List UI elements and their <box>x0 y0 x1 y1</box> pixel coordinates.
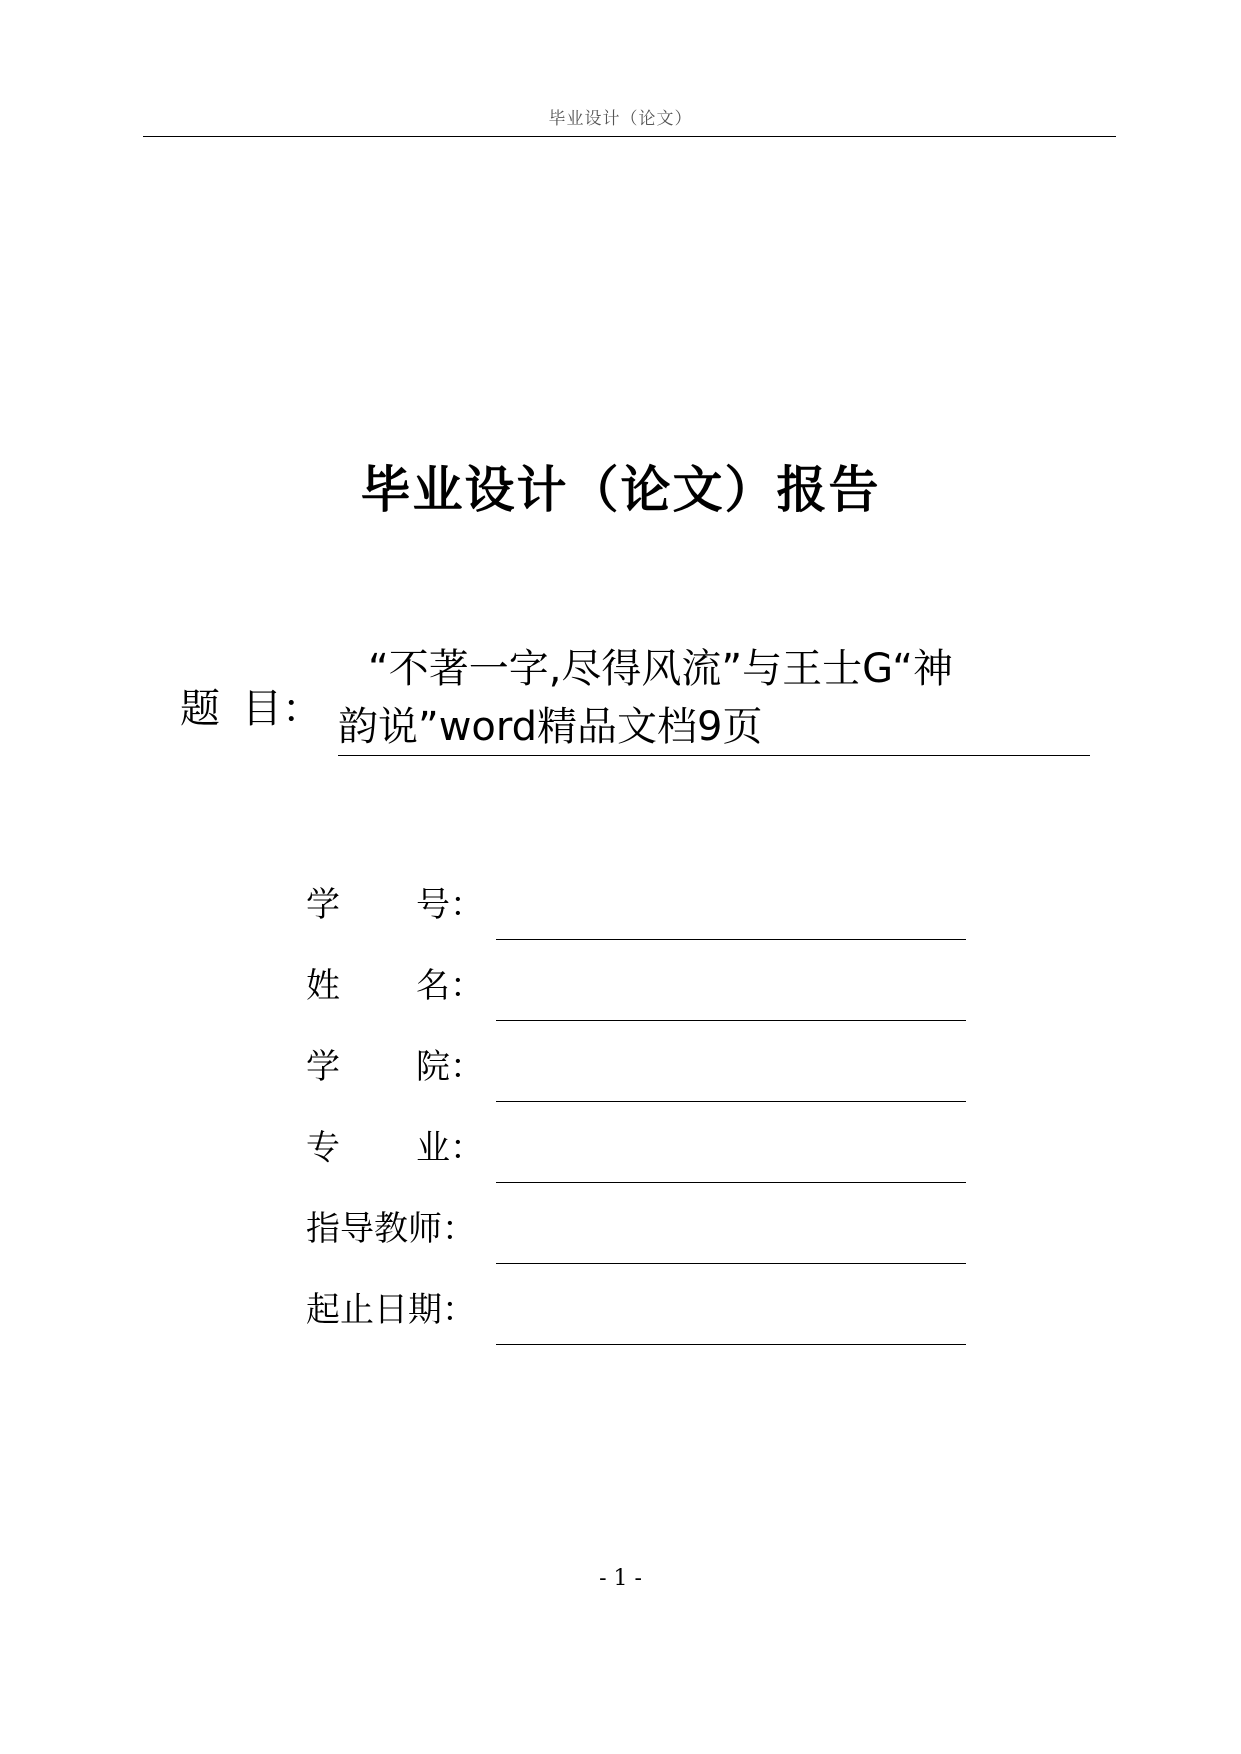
topic-line-2: 韵说”word精品文档9页 <box>338 704 763 750</box>
running-header: 毕业设计（论文） <box>548 109 693 129</box>
field-label: 专 业： <box>306 1128 484 1168</box>
field-label: 起止日期： <box>306 1290 476 1330</box>
field-label: 学 院： <box>306 1047 484 1087</box>
topic-label <box>180 685 322 733</box>
topic-label-char: 题 <box>180 686 220 732</box>
field-underline[interactable] <box>496 1344 966 1345</box>
field-dates <box>306 1285 966 1335</box>
field-college <box>306 1042 966 1092</box>
field-label: 指导教师： <box>306 1209 476 1249</box>
header-rule <box>143 136 1116 137</box>
field-underline[interactable] <box>496 1263 966 1264</box>
topic-underline <box>338 755 1090 756</box>
topic-label-char: 目： <box>242 686 322 732</box>
field-underline[interactable] <box>496 939 966 940</box>
field-advisor <box>306 1204 966 1254</box>
field-student-id <box>306 880 966 930</box>
topic-line-1: “不著一字,尽得风流”与王士G“神 <box>368 646 953 692</box>
field-underline[interactable] <box>496 1101 966 1102</box>
field-name <box>306 961 966 1011</box>
field-label: 学 号： <box>306 885 484 925</box>
page-number: - 1 - <box>599 1566 642 1591</box>
field-underline[interactable] <box>496 1020 966 1021</box>
field-underline[interactable] <box>496 1182 966 1183</box>
document-title: 毕业设计（论文）报告 <box>360 461 881 519</box>
field-label: 姓 名： <box>306 966 484 1006</box>
field-major <box>306 1123 966 1173</box>
topic-value <box>338 640 1090 756</box>
